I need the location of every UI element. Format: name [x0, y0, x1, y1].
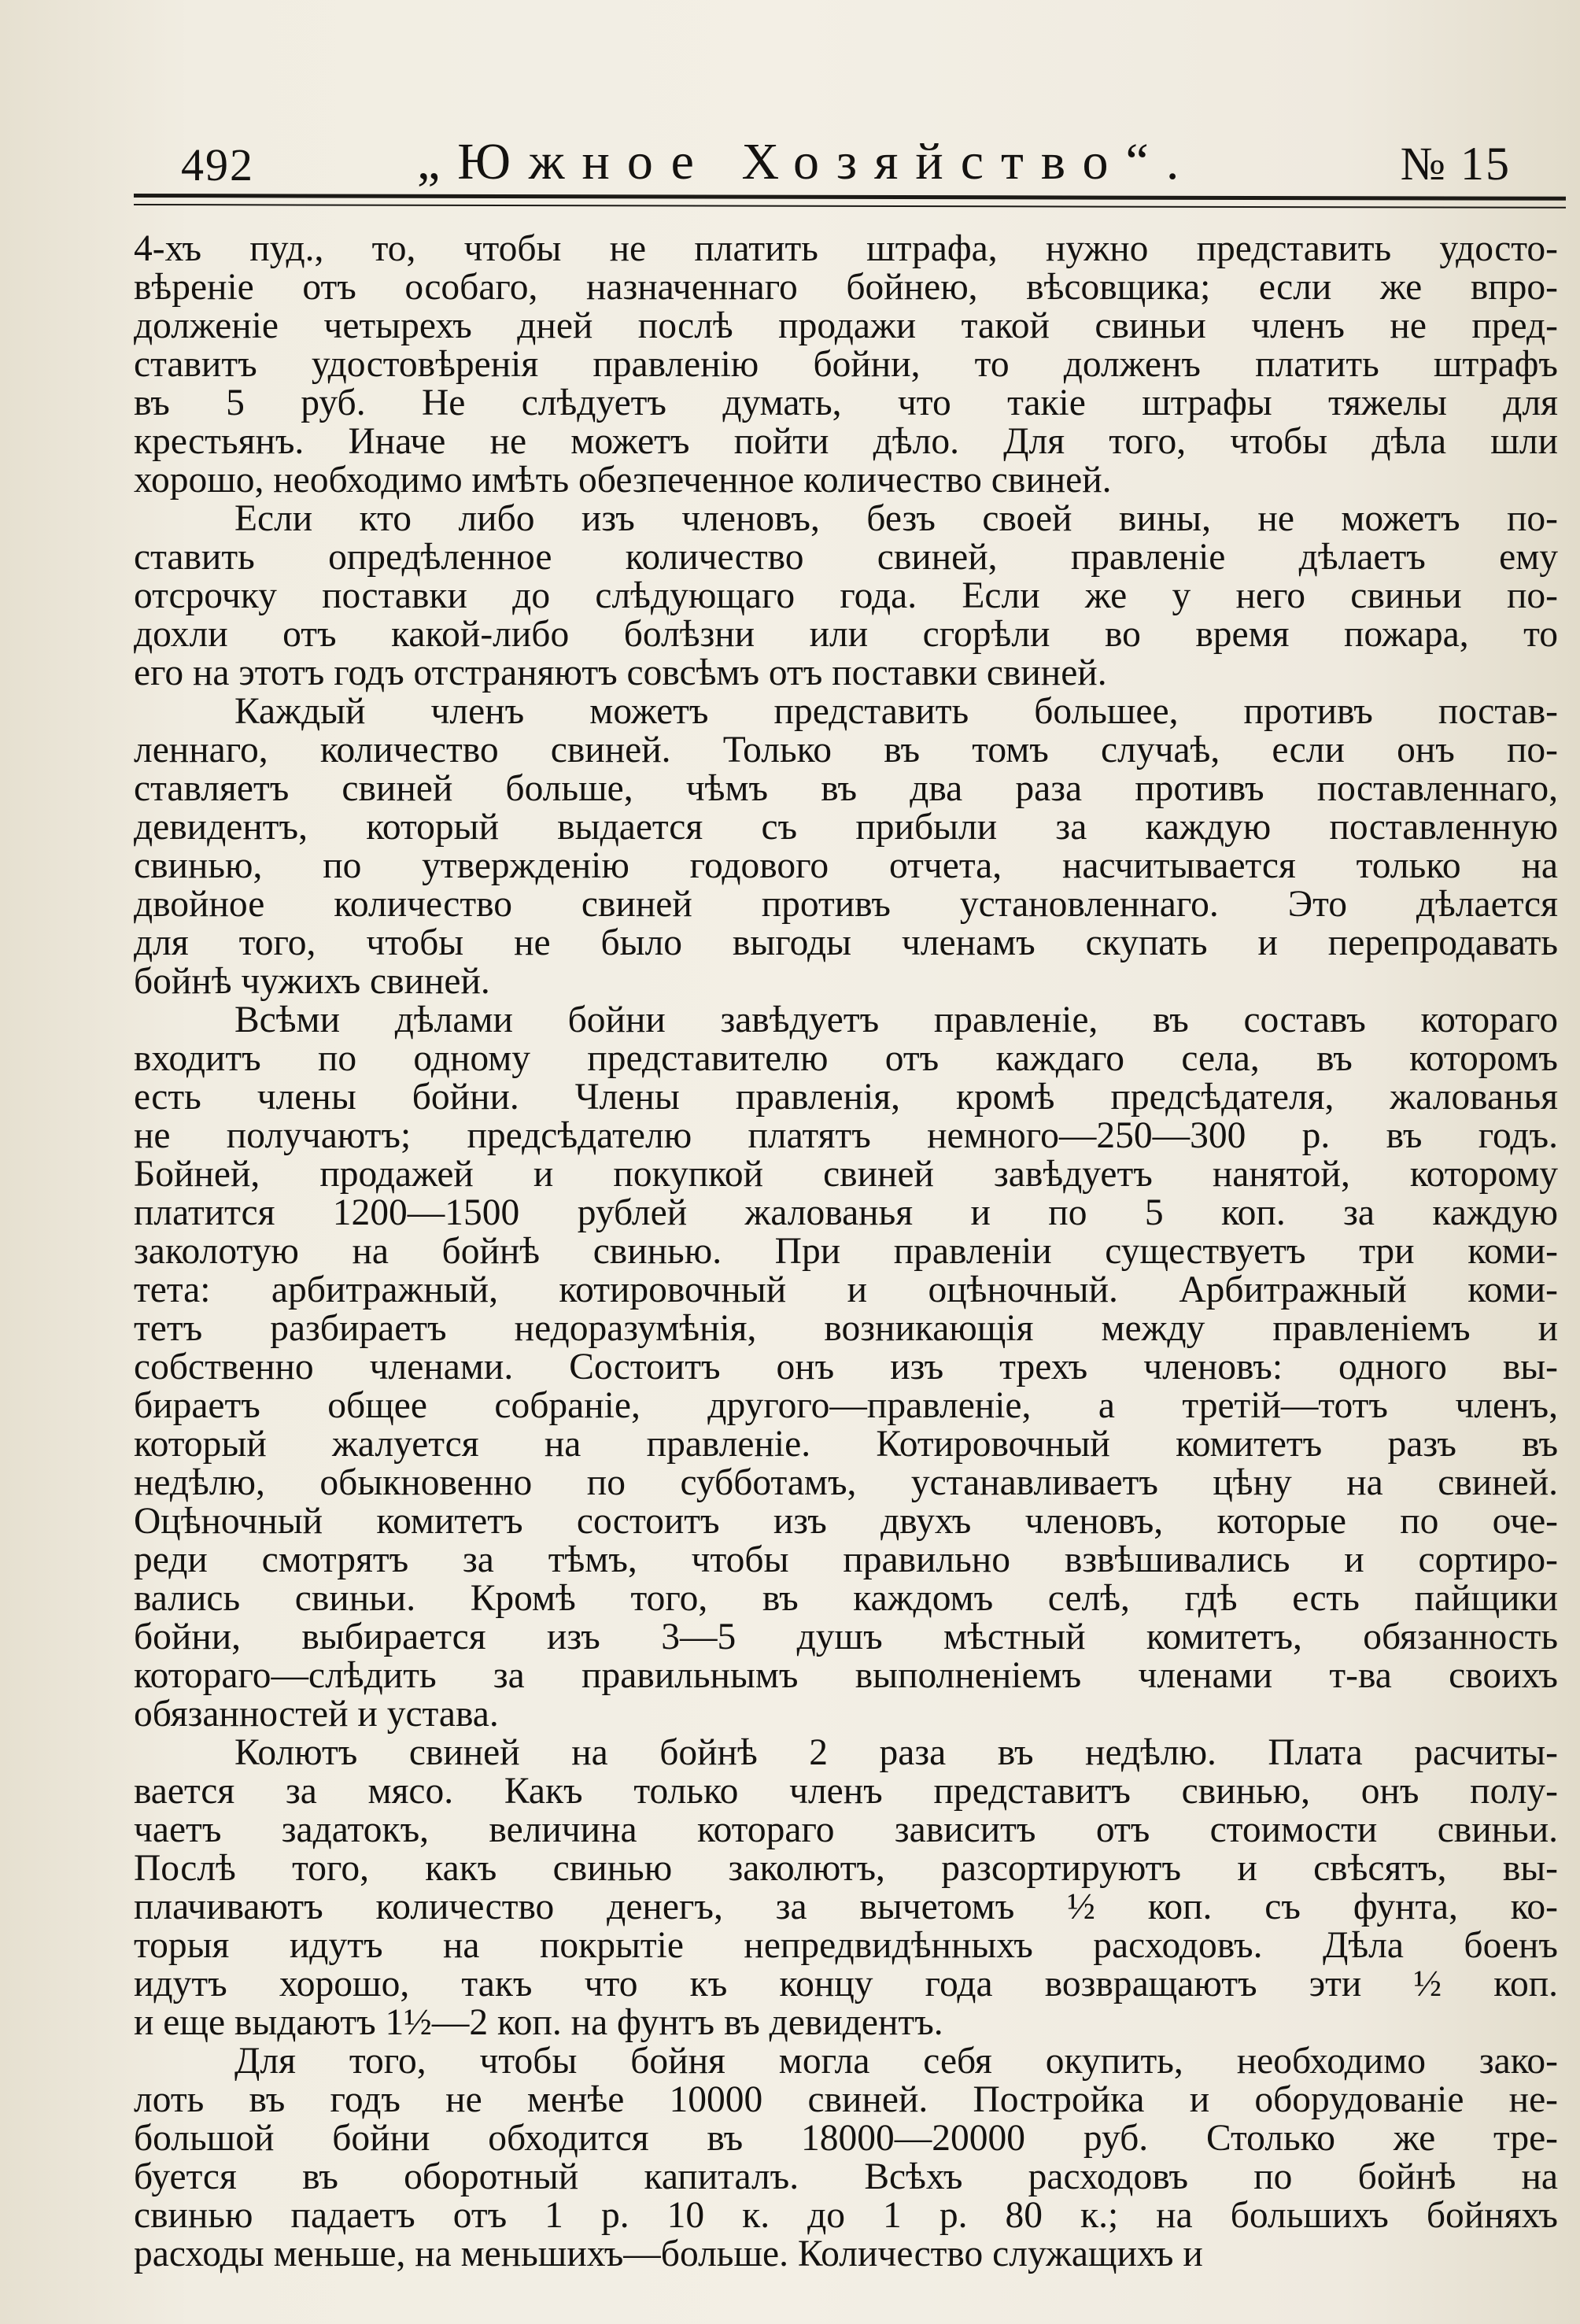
- header-rule-thin: [134, 204, 1566, 209]
- paragraph: [134, 693, 1558, 1001]
- text-line: отсрочку поставки до слѣдующаго года. Если же у него свиньи по-: [134, 575, 1558, 616]
- text-line: чаетъ задатокъ, величина котораго зависитъ отъ стоимости свиньи.: [134, 1809, 1558, 1850]
- paragraph: [134, 1734, 1558, 2042]
- text-line: въ 5 руб. Не слѣдуетъ думать, что такіе штрафы тяжелы для: [134, 382, 1558, 423]
- paragraph: [134, 500, 1558, 693]
- text-line: собственно членами. Состоитъ онъ изъ трехъ членовъ: одного вы-: [134, 1347, 1558, 1387]
- text-line: ставить опредѣленное количество свиней, правленіе дѣлаетъ ему: [134, 537, 1558, 578]
- text-line: реди смотрятъ за тѣмъ, чтобы правильно взвѣшивались и сортиро-: [134, 1539, 1558, 1580]
- text-line: долженіе четырехъ дней послѣ продажи такой свиньи членъ не пред-: [134, 305, 1558, 346]
- text-line: платится 1200—1500 рублей жалованья и по 5 коп. за каждую: [134, 1192, 1558, 1233]
- text-line: бойни, выбирается изъ 3—5 душъ мѣстный комитетъ, обязанность: [134, 1616, 1558, 1657]
- text-line: расходы меньше, на меньшихъ—больше. Количество служащихъ и: [134, 2233, 1203, 2274]
- text-line: который жалуется на правленіе. Котировочный комитетъ разъ въ: [134, 1424, 1558, 1465]
- text-line: Если кто либо изъ членовъ, безъ своей вины, не можетъ по-: [234, 498, 1558, 539]
- text-line: бойнѣ чужихъ свиней.: [134, 961, 490, 1002]
- text-line: Для того, чтобы бойня могла себя окупить, необходимо зако-: [234, 2041, 1558, 2082]
- paragraph: [134, 230, 1558, 500]
- text-line: его на этотъ годъ отстраняютъ совсѣмъ отъ поставки свиней.: [134, 652, 1107, 693]
- issue-number: № 15: [1400, 138, 1511, 190]
- text-line: девидентъ, который выдается съ прибыли за каждую поставленную: [134, 807, 1558, 848]
- text-line: хорошо, необходимо имѣть обезпеченное количество свиней.: [134, 460, 1112, 501]
- text-line: Бойней, продажей и покупкой свиней завѣдуетъ нанятой, которому: [134, 1154, 1558, 1195]
- text-line: и еще выдаютъ 1½—2 коп. на фунтъ въ девидентъ.: [134, 2002, 943, 2043]
- text-line: буется въ оборотный капиталъ. Всѣхъ расходовъ по бойнѣ на: [134, 2156, 1558, 2197]
- text-line: плачиваютъ количество денегъ, за вычетомъ ½ коп. съ фунта, ко-: [134, 1886, 1558, 1927]
- text-line: лоть въ годъ не менѣе 10000 свиней. Постройка и оборудованіе не-: [134, 2079, 1558, 2120]
- text-line: тетъ разбираетъ недоразумѣнія, возникающія между правленіемъ и: [134, 1308, 1558, 1349]
- paragraph: [134, 2042, 1558, 2274]
- journal-title: „Южное Хозяйство“.: [417, 133, 1197, 190]
- text-line: ставляетъ свиней больше, чѣмъ въ два раза противъ поставленнаго,: [134, 768, 1558, 809]
- text-line: идутъ хорошо, такъ что къ концу года возвращаютъ эти ½ коп.: [134, 1964, 1558, 2004]
- text-line: Послѣ того, какъ свинью заколютъ, разсортируютъ и свѣсятъ, вы-: [134, 1848, 1558, 1889]
- text-line: леннаго, количество свиней. Только въ томъ случаѣ, если онъ по-: [134, 730, 1558, 770]
- article-body: [134, 230, 1558, 2274]
- text-line: входитъ по одному представителю отъ каждаго села, въ которомъ: [134, 1038, 1558, 1079]
- text-line: Оцѣночный комитетъ состоитъ изъ двухъ членовъ, которые по оче-: [134, 1501, 1558, 1542]
- text-line: торыя идутъ на покрытіе непредвидѣнныхъ расходовъ. Дѣла боенъ: [134, 1925, 1558, 1966]
- text-line: дохли отъ какой-либо болѣзни или сгорѣли во время пожара, то: [134, 614, 1558, 655]
- paragraph: [134, 1001, 1558, 1734]
- text-line: бираетъ общее собраніе, другого—правленіе, а третій—тотъ членъ,: [134, 1385, 1558, 1426]
- text-line: Всѣми дѣлами бойни завѣдуетъ правленіе, въ составъ котораго: [234, 999, 1558, 1040]
- text-line: вается за мясо. Какъ только членъ представитъ свинью, онъ полу-: [134, 1771, 1558, 1812]
- text-line: 4-хъ пуд., то, чтобы не платить штрафа, нужно представить удосто-: [134, 228, 1558, 269]
- text-line: вались свиньи. Кромѣ того, въ каждомъ селѣ, гдѣ есть пайщики: [134, 1578, 1558, 1619]
- text-line: крестьянъ. Иначе не можетъ пойти дѣло. Для того, чтобы дѣла шли: [134, 421, 1558, 462]
- text-line: не получаютъ; предсѣдателю платятъ немного—250—300 р. въ годъ.: [134, 1115, 1558, 1156]
- text-line: недѣлю, обыкновенно по субботамъ, устанавливаетъ цѣну на свиней.: [134, 1462, 1558, 1503]
- text-line: тета: арбитражный, котировочный и оцѣночный. Арбитражный коми-: [134, 1269, 1558, 1310]
- text-line: свинью падаетъ отъ 1 р. 10 к. до 1 р. 80 к.; на большихъ бойняхъ: [134, 2195, 1558, 2236]
- text-line: есть члены бойни. Члены правленія, кромѣ предсѣдателя, жалованья: [134, 1077, 1558, 1118]
- text-line: для того, чтобы не было выгоды членамъ скупать и перепродавать: [134, 922, 1558, 963]
- text-line: большой бойни обходится въ 18000—20000 руб. Столько же тре-: [134, 2118, 1558, 2159]
- text-line: ставитъ удостовѣренія правленію бойни, то долженъ платить штрафъ: [134, 344, 1558, 385]
- text-line: обязанностей и устава.: [134, 1694, 499, 1735]
- page-number: 492: [181, 139, 254, 190]
- text-line: котораго—слѣдить за правильнымъ выполненіемъ членами т-ва своихъ: [134, 1655, 1558, 1696]
- text-line: вѣреніе отъ особаго, назначеннаго бойнею, вѣсовщика; если же впро-: [134, 267, 1558, 308]
- text-line: Каждый членъ можетъ представить большее, противъ постав-: [234, 691, 1558, 732]
- text-line: заколотую на бойнѣ свинью. При правленіи существуетъ три коми-: [134, 1231, 1558, 1272]
- text-line: Колютъ свиней на бойнѣ 2 раза въ недѣлю. Плата расчиты-: [234, 1732, 1558, 1773]
- running-header: [134, 126, 1534, 197]
- text-line: свинью, по утвержденію годового отчета, насчитывается только на: [134, 845, 1558, 886]
- text-line: двойное количество свиней противъ установленнаго. Это дѣлается: [134, 884, 1558, 925]
